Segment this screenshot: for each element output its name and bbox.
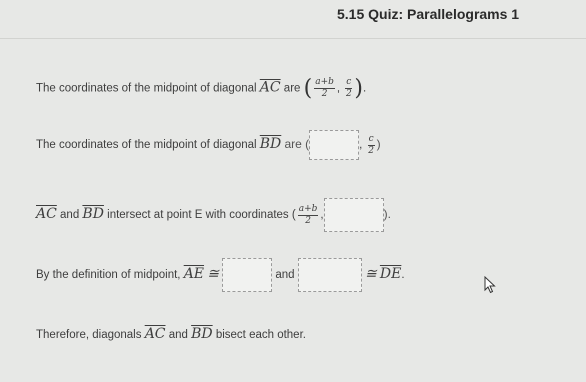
answer-box-congruent-2[interactable] [298,258,362,292]
segment-ac: $\overline{AC}$ [259,79,281,96]
statement-text: Therefore, diagonals [36,329,142,341]
statement-intersection-e: $\overline{AC}$ and $\overline{BD}$ intersect at point E with coordinates ( $\frac{a+b}{2}$ , ). [36,198,391,232]
answer-box-e-y[interactable] [324,198,384,232]
page-title: 5.15 Quiz: Parallelograms 1 [337,6,520,22]
segment-de: $\overline{DE}$ [379,266,402,283]
mouse-cursor-icon [484,276,498,294]
fraction-a-plus-b-over-2: $\frac{a+b}{2}$ [298,203,318,226]
statement-midpoint-bd: The coordinates of the midpoint of diagonal $\overline{BD}$ are ( , $\frac{c}{2}$ ) [36,130,381,160]
segment-ac: $\overline{AC}$ [36,206,57,223]
statement-text: The coordinates of the midpoint of diagonal [36,82,257,95]
statement-text: The coordinates of the midpoint of diagonal [36,139,257,152]
segment-bd: $\overline{BD}$ [82,206,104,223]
quiz-header [0,0,586,39]
congruent-symbol: ≅ [364,266,377,283]
statement-text: intersect at point E with coordinates ( [107,209,296,222]
statement-conclusion: Therefore, diagonals $\overline{AC}$ and $\overline{BD}$ bisect each other. [36,326,306,342]
segment-ae: $\overline{AE}$ [183,266,205,283]
segment-bd: $\overline{BD}$ [259,136,282,153]
congruent-symbol: ≅ [207,266,219,283]
fraction-c-over-2: $\frac{c}{2}$ [345,77,352,99]
statement-text: By the definition of midpoint, [36,269,181,282]
answer-box-bd-x[interactable] [309,130,359,160]
statement-midpoint-ac: The coordinates of the midpoint of diagonal $\overline{AC}$ are ( $\frac{a+b}{2}$ , $\frac{c}{2}$ ). [36,76,367,101]
segment-bd: $\overline{BD}$ [191,326,213,342]
segment-ac: $\overline{AC}$ [144,326,166,342]
fraction-c-over-2: $\frac{c}{2}$ [368,133,374,156]
statement-midpoint-definition: By the definition of midpoint, $\overline{AE}$ ≅ and ≅ $\overline{DE}$. [36,258,405,292]
statement-text: bisect each other. [215,329,306,341]
fraction-a-plus-b-over-2: $\frac{a+b}{2}$ [315,77,334,99]
answer-box-congruent-1[interactable] [222,258,272,292]
statement-text: are [283,82,301,95]
statement-text: are ( [284,137,310,152]
